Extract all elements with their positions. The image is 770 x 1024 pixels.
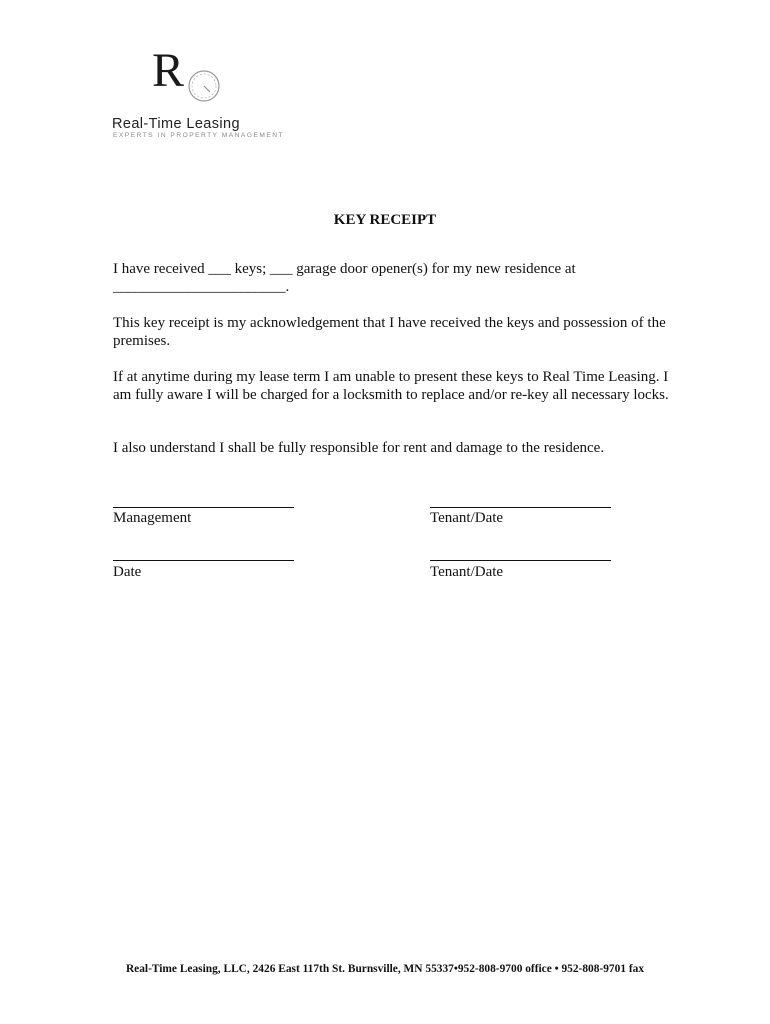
management-signature-line — [113, 507, 294, 508]
monogram-letter: R — [152, 44, 185, 97]
locksmith-paragraph: If at anytime during my lease term I am unable to present these keys to Real Time Leasing. I am fully aware I will be charged for a locksmith to replace and/or re-key all necessary locks. — [113, 369, 669, 403]
received-paragraph — [113, 260, 673, 296]
document-title: KEY RECEIPT — [333, 212, 437, 228]
tenant-signature-line-2 — [430, 560, 611, 561]
tenant-date-label-1: Tenant/Date — [430, 510, 504, 526]
responsibility-paragraph: I also understand I shall be fully responsible for rent and damage to the residence. — [113, 440, 605, 456]
company-logo — [112, 44, 285, 144]
date-signature-line — [113, 560, 294, 561]
address-blank-line: _______________________. — [113, 279, 290, 295]
received-line: I have received ___ keys; ___ garage door opener(s) for my new residence at — [113, 261, 576, 277]
management-label: Management — [113, 510, 192, 526]
tenant-signature-line-1 — [430, 507, 611, 508]
brand-name: Real-Time Leasing — [112, 116, 240, 132]
brand-tagline: EXPERTS IN PROPERTY MANAGEMENT — [113, 132, 285, 139]
acknowledgement-paragraph: This key receipt is my acknowledgement that I have received the keys and possession of the premises. — [113, 315, 666, 349]
footer-contact: Real-Time Leasing, LLC, 2426 East 117th St. Burnsville, MN 55337•952-808-9700 office • 952-808-9701 fax — [125, 963, 645, 975]
r-clock-monogram-icon — [152, 44, 232, 116]
date-label: Date — [113, 564, 142, 580]
tenant-date-label-2: Tenant/Date — [430, 564, 504, 580]
